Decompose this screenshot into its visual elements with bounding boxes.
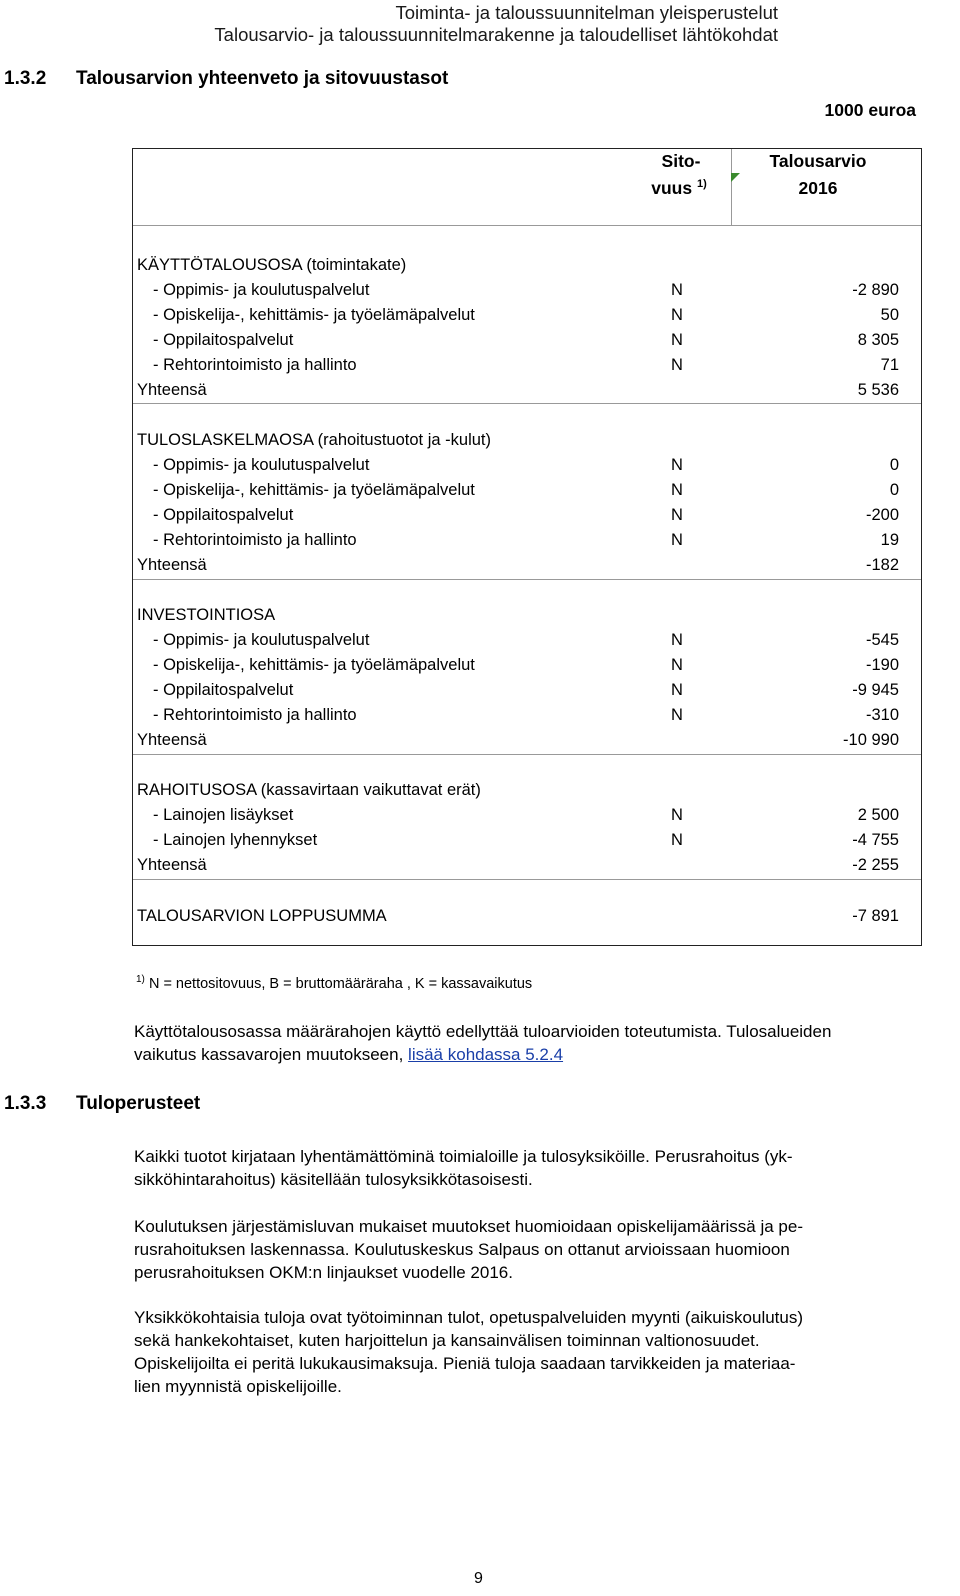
section-heading: RAHOITUSOSA (kassavirtaan vaikuttavat erät) [137,781,481,799]
row-value: -200 [865,506,899,524]
row-binding: N [671,506,683,524]
row-divider [133,879,921,880]
note-line2-text: vaikutus kassavarojen muutokseen, [134,1045,409,1064]
total-label: Yhteensä [137,381,207,399]
row-binding: N [671,456,683,474]
page-header-line1: Toiminta- ja taloussuunnitelman yleisperustelut [395,2,778,23]
row-binding: N [671,356,683,374]
row-binding: N [671,331,683,349]
row-label: - Opiskelija-, kehittämis- ja työelämäpalvelut [153,656,475,674]
row-label: - Opiskelija-, kehittämis- ja työelämäpalvelut [153,306,475,324]
row-value: -9 945 [852,681,899,699]
row-binding: N [671,631,683,649]
page-number: 9 [474,1570,483,1587]
section-title-133: Tuloperusteet [76,1093,201,1114]
total-row [133,378,921,403]
total-label: Yhteensä [137,856,207,874]
row-label: - Oppimis- ja koulutuspalvelut [153,456,370,474]
row-label: - Oppilaitospalvelut [153,681,294,699]
section-heading-row [133,253,921,278]
paragraph [134,1215,803,1284]
row-value: -2 890 [852,281,899,299]
section-heading-row [133,778,921,803]
row-value: -545 [865,631,899,649]
table-row [133,828,921,853]
total-value: 5 536 [857,381,899,399]
row-value: -190 [865,656,899,674]
section-heading-row [133,428,921,453]
row-binding: N [671,306,683,324]
section-heading: TULOSLASKELMAOSA (rahoitustuotot ja -kulut) [137,431,491,449]
grand-total-value: -7 891 [852,907,899,925]
total-row [133,853,921,878]
paragraph-line: rusrahoituksen laskennassa. Koulutuskeskus Salpaus on ottanut arvioissaan huomioon [134,1240,790,1259]
table-row [133,803,921,828]
section-number-133: 1.3.3 [4,1093,47,1114]
grand-total-row [133,904,921,929]
row-label: - Rehtorintoimisto ja hallinto [153,356,357,374]
row-binding: N [671,281,683,299]
page-header-line2: Talousarvio- ja taloussuunnitelmarakenne ja taloudelliset lähtökohdat [214,24,778,45]
section-524-link[interactable]: lisää kohdassa 5.2.4 [408,1045,564,1064]
row-label: - Oppilaitospalvelut [153,506,294,524]
row-value: 0 [889,481,899,499]
footnote-ref: 1) [136,974,145,985]
col-sitovuus-line2: vuus $^{1)}$ [651,178,707,198]
row-value: 71 [880,356,899,374]
row-value: 2 500 [857,806,899,824]
budget-note [134,1020,831,1066]
section-title-132: Talousarvion yhteenveto ja sitovuustasot [76,68,449,89]
table-row [133,653,921,678]
total-label: Yhteensä [137,556,207,574]
row-binding: N [671,681,683,699]
paragraph-line: sikköhintarahoitus) käsitellään tulosyksikkötasoisesti. [134,1170,533,1189]
total-value: -10 990 [843,731,899,749]
col-sitovuus-footnote-ref: 1) [696,178,707,191]
table-row [133,678,921,703]
budget-summary-table [132,148,922,946]
section-heading: KÄYTTÖTALOUSOSA (toimintakate) [137,256,407,274]
paragraph-line: sekä hankekohtaiset, kuten harjoittelun ja kansainvälisen toiminnan valtionosuudet. [134,1331,760,1350]
row-label: - Lainojen lisäykset [153,806,294,824]
row-label: - Oppimis- ja koulutuspalvelut [153,631,370,649]
table-row [133,278,921,303]
col-budget-line1: Talousarvio [769,151,867,171]
col-budget-line2: 2016 [798,178,838,198]
table-row [133,453,921,478]
footnote-text: N = nettositovuus, B = bruttomääräraha , K = kassavaikutus [148,975,533,992]
table-row [133,478,921,503]
row-divider [133,754,921,755]
paragraph-line: Kaikki tuotot kirjataan lyhentämättöminä toimialoille ja tulosyksiköille. Perusrahoitus (yk- [134,1147,793,1166]
col-sitovuus-line1: Sito- [661,151,701,171]
total-row [133,553,921,578]
paragraph-line: Yksikkökohtaisia tuloja ovat työtoiminnan tulot, opetuspalveluiden myynti (aikuiskoulutus) [134,1308,804,1327]
note-line1: Käyttötalousosassa määrärahojen käyttö edellyttää tuloarvioiden toteutumista. Tulosalueiden [134,1022,832,1041]
row-value: 50 [880,306,899,324]
paragraph-line: lien myynnistä opiskelijoille. [134,1377,342,1396]
row-value: 0 [889,456,899,474]
paragraph [134,1145,793,1191]
row-divider [133,579,921,580]
row-binding: N [671,656,683,674]
row-value: 19 [880,531,899,549]
row-binding: N [671,831,683,849]
section-number-132: 1.3.2 [4,68,47,89]
total-value: -2 255 [852,856,899,874]
section-heading: INVESTOINTIOSA [137,606,276,624]
row-value: -4 755 [852,831,899,849]
row-label: - Rehtorintoimisto ja hallinto [153,706,357,724]
paragraph-line: Koulutuksen järjestämisluvan mukaiset muutokset huomioidaan opiskelijamäärissä ja pe- [134,1217,804,1236]
row-label: - Oppilaitospalvelut [153,331,294,349]
table-row [133,353,921,378]
table-row [133,628,921,653]
note-line2 [134,1043,831,1066]
total-value: -182 [865,556,899,574]
table-row [133,303,921,328]
row-label: - Opiskelija-, kehittämis- ja työelämäpalvelut [153,481,475,499]
paragraph [134,1306,803,1398]
paragraph-line: Opiskelijoilta ei peritä lukukausimaksuja. Pieniä tuloja saadaan tarvikkeiden ja materiaa- [134,1354,796,1373]
row-label: - Lainojen lyhennykset [153,831,318,849]
section-heading-row [133,603,921,628]
row-label: - Oppimis- ja koulutuspalvelut [153,281,370,299]
row-value: 8 305 [857,331,899,349]
table-row [133,328,921,353]
table-footnote [136,974,532,992]
row-binding: N [671,806,683,824]
row-binding: N [671,481,683,499]
row-binding: N [671,531,683,549]
table-row [133,528,921,553]
table-row [133,703,921,728]
paragraph-line: perusrahoituksen OKM:n linjaukset vuodelle 2016. [134,1263,513,1282]
row-binding: N [671,706,683,724]
total-row [133,728,921,753]
table-row [133,503,921,528]
grand-total-label: TALOUSARVION LOPPUSUMMA [137,907,387,925]
total-label: Yhteensä [137,731,207,749]
row-label: - Rehtorintoimisto ja hallinto [153,531,357,549]
unit-label: 1000 euroa [824,100,916,120]
row-divider [133,225,921,226]
header-column-divider [731,149,732,225]
comment-marker-icon [731,173,740,182]
row-divider [133,403,921,404]
row-value: -310 [865,706,899,724]
